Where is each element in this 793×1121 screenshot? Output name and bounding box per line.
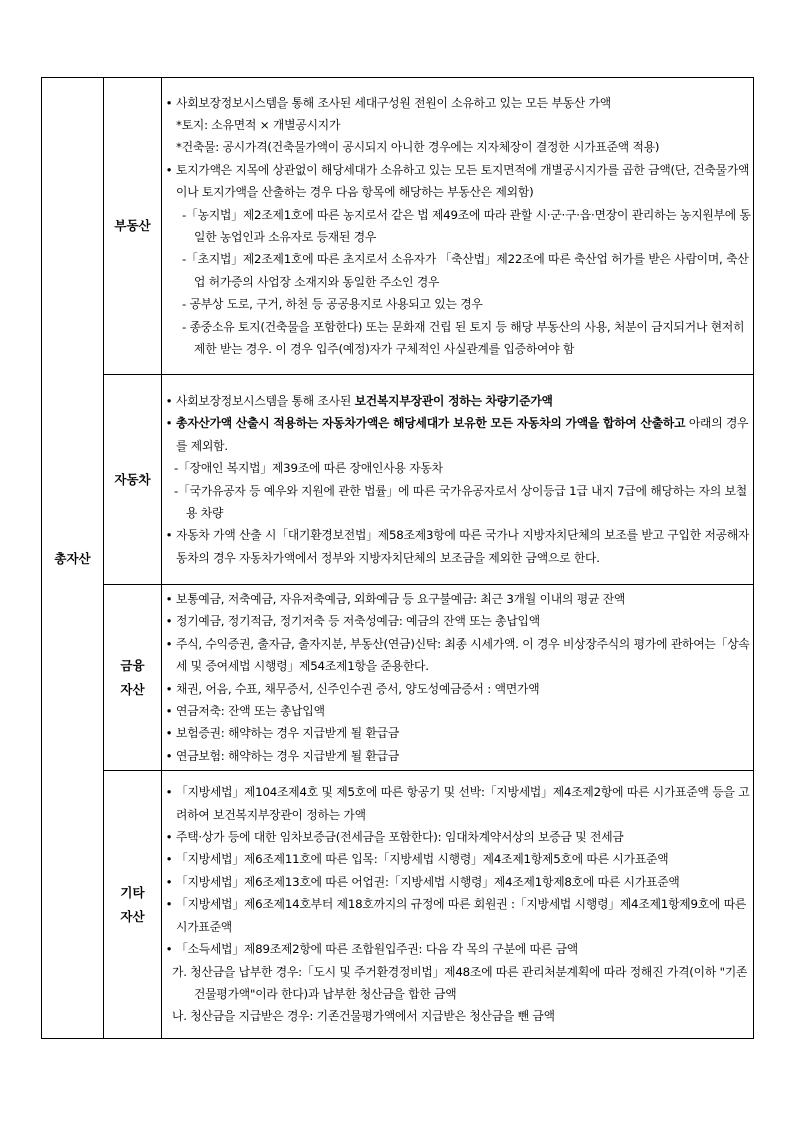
- list-item: • 「지방세법」제6조제14호부터 제18호까지의 규정에 따른 회원권 :「지방세법 시행령」제4조제1항제9호에 따른 시가표준액: [162, 893, 753, 938]
- financial-row: [42, 585, 754, 771]
- financial-label-line2: 자산: [120, 681, 145, 697]
- list-note: *건축물: 공시가격(건축물가액이 공시되지 아니한 경우에는 지자체장이 결정한 시가표준액 적용): [176, 140, 660, 155]
- list-subitem: 가. 청산금을 납부한 경우:「도시 및 주거환경정비법」제48조에 따른 관리처분계획에 따라 정해진 가격(이하 "기존건물평가액"이라 한다)과 납부한 청산금을 합한 금액: [172, 964, 748, 1001]
- list-subitem: -「초지법」제2조제1호에 따른 초지로서 소유자가 「축산법」제22조에 따른 축산업 허가를 받은 사람이며, 축산업 허가증의 사업장 소재지와 동일한 주소인 경우: [182, 252, 749, 289]
- list-item: • 「지방세법」제104조제4호 및 제5호에 따른 항공기 및 선박:「지방세법」제4조제2항에 따른 시가표준액 등을 고려하여 보건복지부장관이 정하는 가액: [162, 781, 753, 826]
- list-subitem: -「국가유공자 등 예우와 지원에 관한 법률」에 따른 국가유공자로서 상이등급 1급 내지 7급에 해당하는 자의 보철용 차량: [174, 483, 747, 520]
- total-asset-category: [42, 78, 104, 1039]
- vehicle-line1-text: 사회보장정보시스템을 통해 조사된: [176, 393, 355, 408]
- list-item: • 「지방세법」제6조제11호에 따른 입목:「지방세법 시행령」제4조제1항제5호에 따른 시가표준액: [162, 848, 753, 870]
- list-item: • 토지가액은 지목에 상관없이 해당세대가 소유하고 있는 모든 토지면적에 개별공시지가를 곱한 금액(단, 건축물가액이나 토지가액을 산출하는 경우 다음 항목에 해당하는 부동산은 제외함): [162, 159, 753, 204]
- list-subitem: - 공부상 도로, 구거, 하천 등 공공용지로 사용되고 있는 경우: [182, 297, 483, 312]
- vehicle-line2-bold: 총자산가액 산출시 적용하는 자동차가액은 해당세대가 보유한 모든 자동차의 가액을 합하여 산출하고: [176, 416, 686, 431]
- vehicle-line1-bold: 보건복지부장관이 정하는 차량기준가액: [354, 393, 553, 408]
- vehicle-row: [42, 375, 754, 585]
- total-asset-table: [41, 77, 754, 1039]
- other-label-line1: 기타: [120, 884, 145, 900]
- list-item: • 연금저축: 잔액 또는 총납입액: [162, 700, 753, 722]
- list-note: *토지: 소유면적 × 개별공시지가: [176, 117, 341, 132]
- list-item: • 연금보험: 해약하는 경우 지급받게 될 환급금: [162, 745, 753, 767]
- list-subitem: -「장애인 복지법」제39조에 따른 장애인사용 자동차: [174, 461, 443, 476]
- vehicle-content: [162, 375, 754, 585]
- list-subitem: 나. 청산금을 지급받은 경우: 기존건물평가액에서 지급받은 청산금을 뺀 금액: [172, 1009, 555, 1024]
- list-item: • 「지방세법」제6조제13호에 따른 어업권:「지방세법 시행령」제4조제1항제8호에 따른 시가표준액: [162, 871, 753, 893]
- other-label-line2: 자산: [120, 908, 145, 924]
- vehicle-label-text: 자동차: [114, 471, 151, 487]
- category-label: 총자산: [54, 551, 91, 566]
- financial-content: [162, 585, 754, 771]
- financial-label-line1: 금융: [120, 657, 145, 673]
- real-estate-content: [162, 78, 754, 375]
- list-item: • 보험증권: 해약하는 경우 지급받게 될 환급금: [162, 722, 753, 744]
- financial-label: [104, 585, 162, 771]
- list-subitem: - 종중소유 토지(건축물을 포함한다) 또는 문화재 건립 된 토지 등 해당 부동산의 사용, 처분이 금지되거나 현저히 제한 받는 경우. 이 경우 입주(예정)자가 구체적인 사실관계를 입증하여야 함: [182, 319, 745, 357]
- list-subitem: -「농지법」제2조제1호에 따른 농지로서 같은 법 제49조에 따라 관할 시·군·구·읍·면장이 관리하는 농지원부에 동일한 농업인과 소유자로 등재된 경우: [182, 207, 751, 244]
- vehicle-line2-text: 아래의 경우를 제외함.: [176, 416, 749, 453]
- real-estate-label-text: 부동산: [114, 218, 151, 233]
- other-asset-content: [162, 771, 754, 1039]
- vehicle-label: [104, 375, 162, 585]
- list-item: • 채권, 어음, 수표, 채무증서, 신주인수권 증서, 양도성예금증서 : 액면가액: [162, 678, 753, 700]
- list-item: • 정기예금, 정기적금, 정기저축 등 저축성예금: 예금의 잔액 또는 총납입액: [162, 610, 753, 632]
- list-item: [162, 390, 753, 412]
- list-item: • 사회보장정보시스템을 통해 조사된 세대구성원 전원이 소유하고 있는 모든 부동산 가액: [162, 92, 753, 114]
- other-asset-label: [104, 771, 162, 1039]
- real-estate-label: [104, 78, 162, 375]
- list-item: • 「소득세법」제89조제2항에 따른 조합원입주권: 다음 각 목의 구분에 따른 금액: [162, 938, 753, 960]
- list-item: • 보통예금, 저축예금, 자유저축예금, 외화예금 등 요구불예금: 최근 3개월 이내의 평균 잔액: [162, 588, 753, 610]
- list-item: • 자동차 가액 산출 시「대기환경보전법」제58조제3항에 따른 국가나 지방자치단체의 보조를 받고 구입한 저공해자동차의 경우 자동차가액에서 정부와 지방자치단체의 보조금을 제외한 금액으로 한다.: [162, 524, 753, 569]
- list-item: • 주택·상가 등에 대한 임차보증금(전세금을 포함한다): 임대차계약서상의 보증금 및 전세금: [162, 826, 753, 848]
- real-estate-row: [42, 78, 754, 375]
- list-item: • 주식, 수익증권, 출자금, 출자지분, 부동산(연금)신탁: 최종 시세가액. 이 경우 비상장주식의 평가에 관하여는「상속세 및 증여세법 시행령」제54조제1항을 준용한다.: [162, 633, 753, 678]
- other-asset-row: [42, 771, 754, 1039]
- list-item: [162, 412, 753, 457]
